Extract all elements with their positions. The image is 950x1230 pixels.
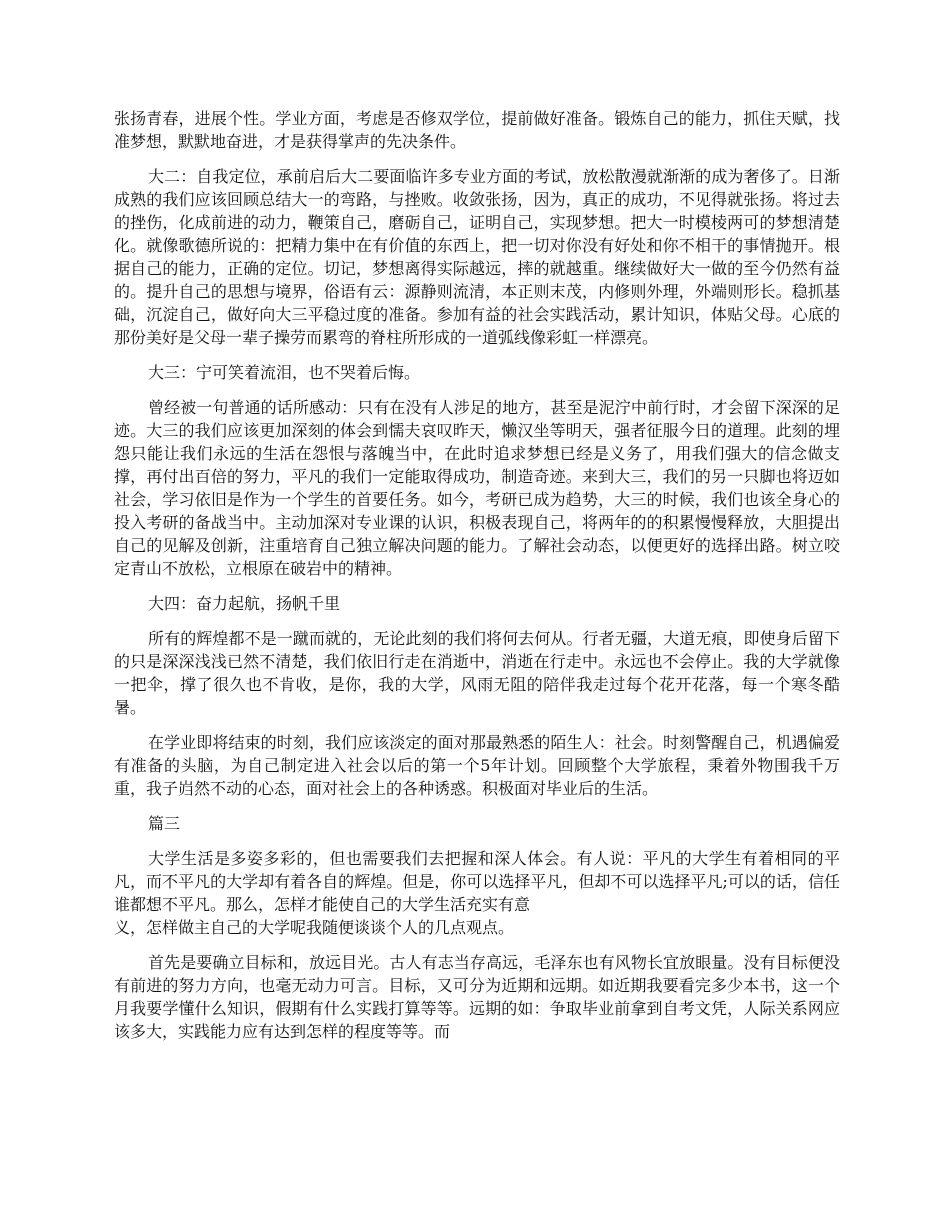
section-heading-part-three: 篇三 [148,814,181,833]
heading-year-four: 大四：奋力起航，扬帆千里 [148,594,341,613]
paragraph-year-four-b: 在学业即将结束的时刻，我们应该淡定的面对那最熟悉的陌生人：社会。时刻警醒自己，机遇偏爱有准备的头脑，为自己制定进入社会以后的第一个5年计划。回顾整个大学旅程，秉着外物围我千万重，我子岿然不动的心态，面对社会上的各种诱惑。积极面对毕业后的生活。 [114,733,840,798]
paragraph-intro: 张扬青春，进展个性。学业方面，考虑是否修双学位，提前做好准备。锻炼自己的能力，抓住天赋，找准梦想，默默地奋进，才是获得掌声的先决条件。 [114,109,840,151]
paragraph-part-three-intro: 大学生活是多姿多彩的，但也需要我们去把握和深人体会。有人说：平凡的大学生有着相同的平凡，而不平凡的大学却有着各自的辉煌。但是，你可以选择平凡，但却不可以选择平凡;可以的话，信任谁都想不平凡。那么，怎样才能使自己的大学生活充实有意 义，怎样做主自己的大学呢我随便谈谈个人的几点观点。 [114,849,840,937]
heading-year-three: 大三：宁可笑着流泪，也不哭着后悔。 [148,363,421,382]
paragraph-year-four-a: 所有的辉煌都不是一蹴而就的，无论此刻的我们将何去何从。行者无疆，大道无痕，即使身后留下的只是深深浅浅已然不清楚，我们依旧行走在消逝中，消逝在行走中。永远也不会停止。我的大学就像一把伞，撑了很久也不肯收，是你，我的大学，风雨无阻的陪伴我走过每个花开花落，每一个寒冬酷暑。 [114,629,840,717]
paragraph-year-three: 曾经被一句普通的话所感动：只有在没有人涉足的地方，甚至是泥泞中前行时，才会留下深深的足迹。大三的我们应该更加深刻的体会到懦夫哀叹昨天，懒汉坐等明天，强者征服今日的道理。此刻的埋怨只能让我们永远的生活在怨恨与落魄当中，在此时追求梦想已经是义务了，用我们强大的信念做支撑，再付出百倍的努力，平凡的我们一定能取得成功，制造奇迹。来到大三，我们的另一只脚也将迈如社会，学习依旧是作为一个学生的首要任务。如今，考研已成为趋势，大三的时候，我们也该全身心的投入考研的备战当中。主动加深对专业课的认识，积极表现自己，将两年的的积累慢慢释放，大胆提出自己的见解及创新，注重培育自己独立解决问题的能力。了解社会动态，以便更好的选择出路。树立咬定青山不放松，立根原在破岩中的精神。 [114,398,840,578]
document-body [114,107,840,1055]
paragraph-part-three-goals: 首先是要确立目标和，放远目光。古人有志当存高远，毛泽东也有风物长宜放眼量。没有目标便没有前进的努力方向，也毫无动力可言。目标，又可分为近期和远期。如近期我要看完多少本书，这一个月我要学懂什么知识，假期有什么实践打算等等。远期的如：争取毕业前拿到自考文凭，人际关系网应该多大，实践能力应有达到怎样的程度等等。而 [114,953,840,1041]
paragraph-year-two: 大二：自我定位，承前启后大二要面临许多专业方面的考试，放松散漫就渐渐的成为奢侈了。日渐成熟的我们应该回顾总结大一的弯路，与挫败。收敛张扬，因为，真正的成功，不见得就张扬。将过去的挫伤，化成前进的动力，鞭策自己，磨砺自己，证明自己，实现梦想。把大一时模棱两可的梦想清楚化。就像歌德所说的：把精力集中在有价值的东西上，把一切对你没有好处和你不相干的事情抛开。根据自己的能力，正确的定位。切记，梦想离得实际越远，摔的就越重。继续做好大一做的至今仍然有益的。提升自己的思想与境界，俗语有云：源静则流清，本正则末茂，内修则外理，外端则形长。稳抓基础，沉淀自己，做好向大三平稳过度的准备。参加有益的社会实践活动，累计知识，体贴父母。心底的那份美好是父母一辈子操劳而累弯的脊柱所形成的一道弧线像彩虹一样漂亮。 [114,167,840,347]
